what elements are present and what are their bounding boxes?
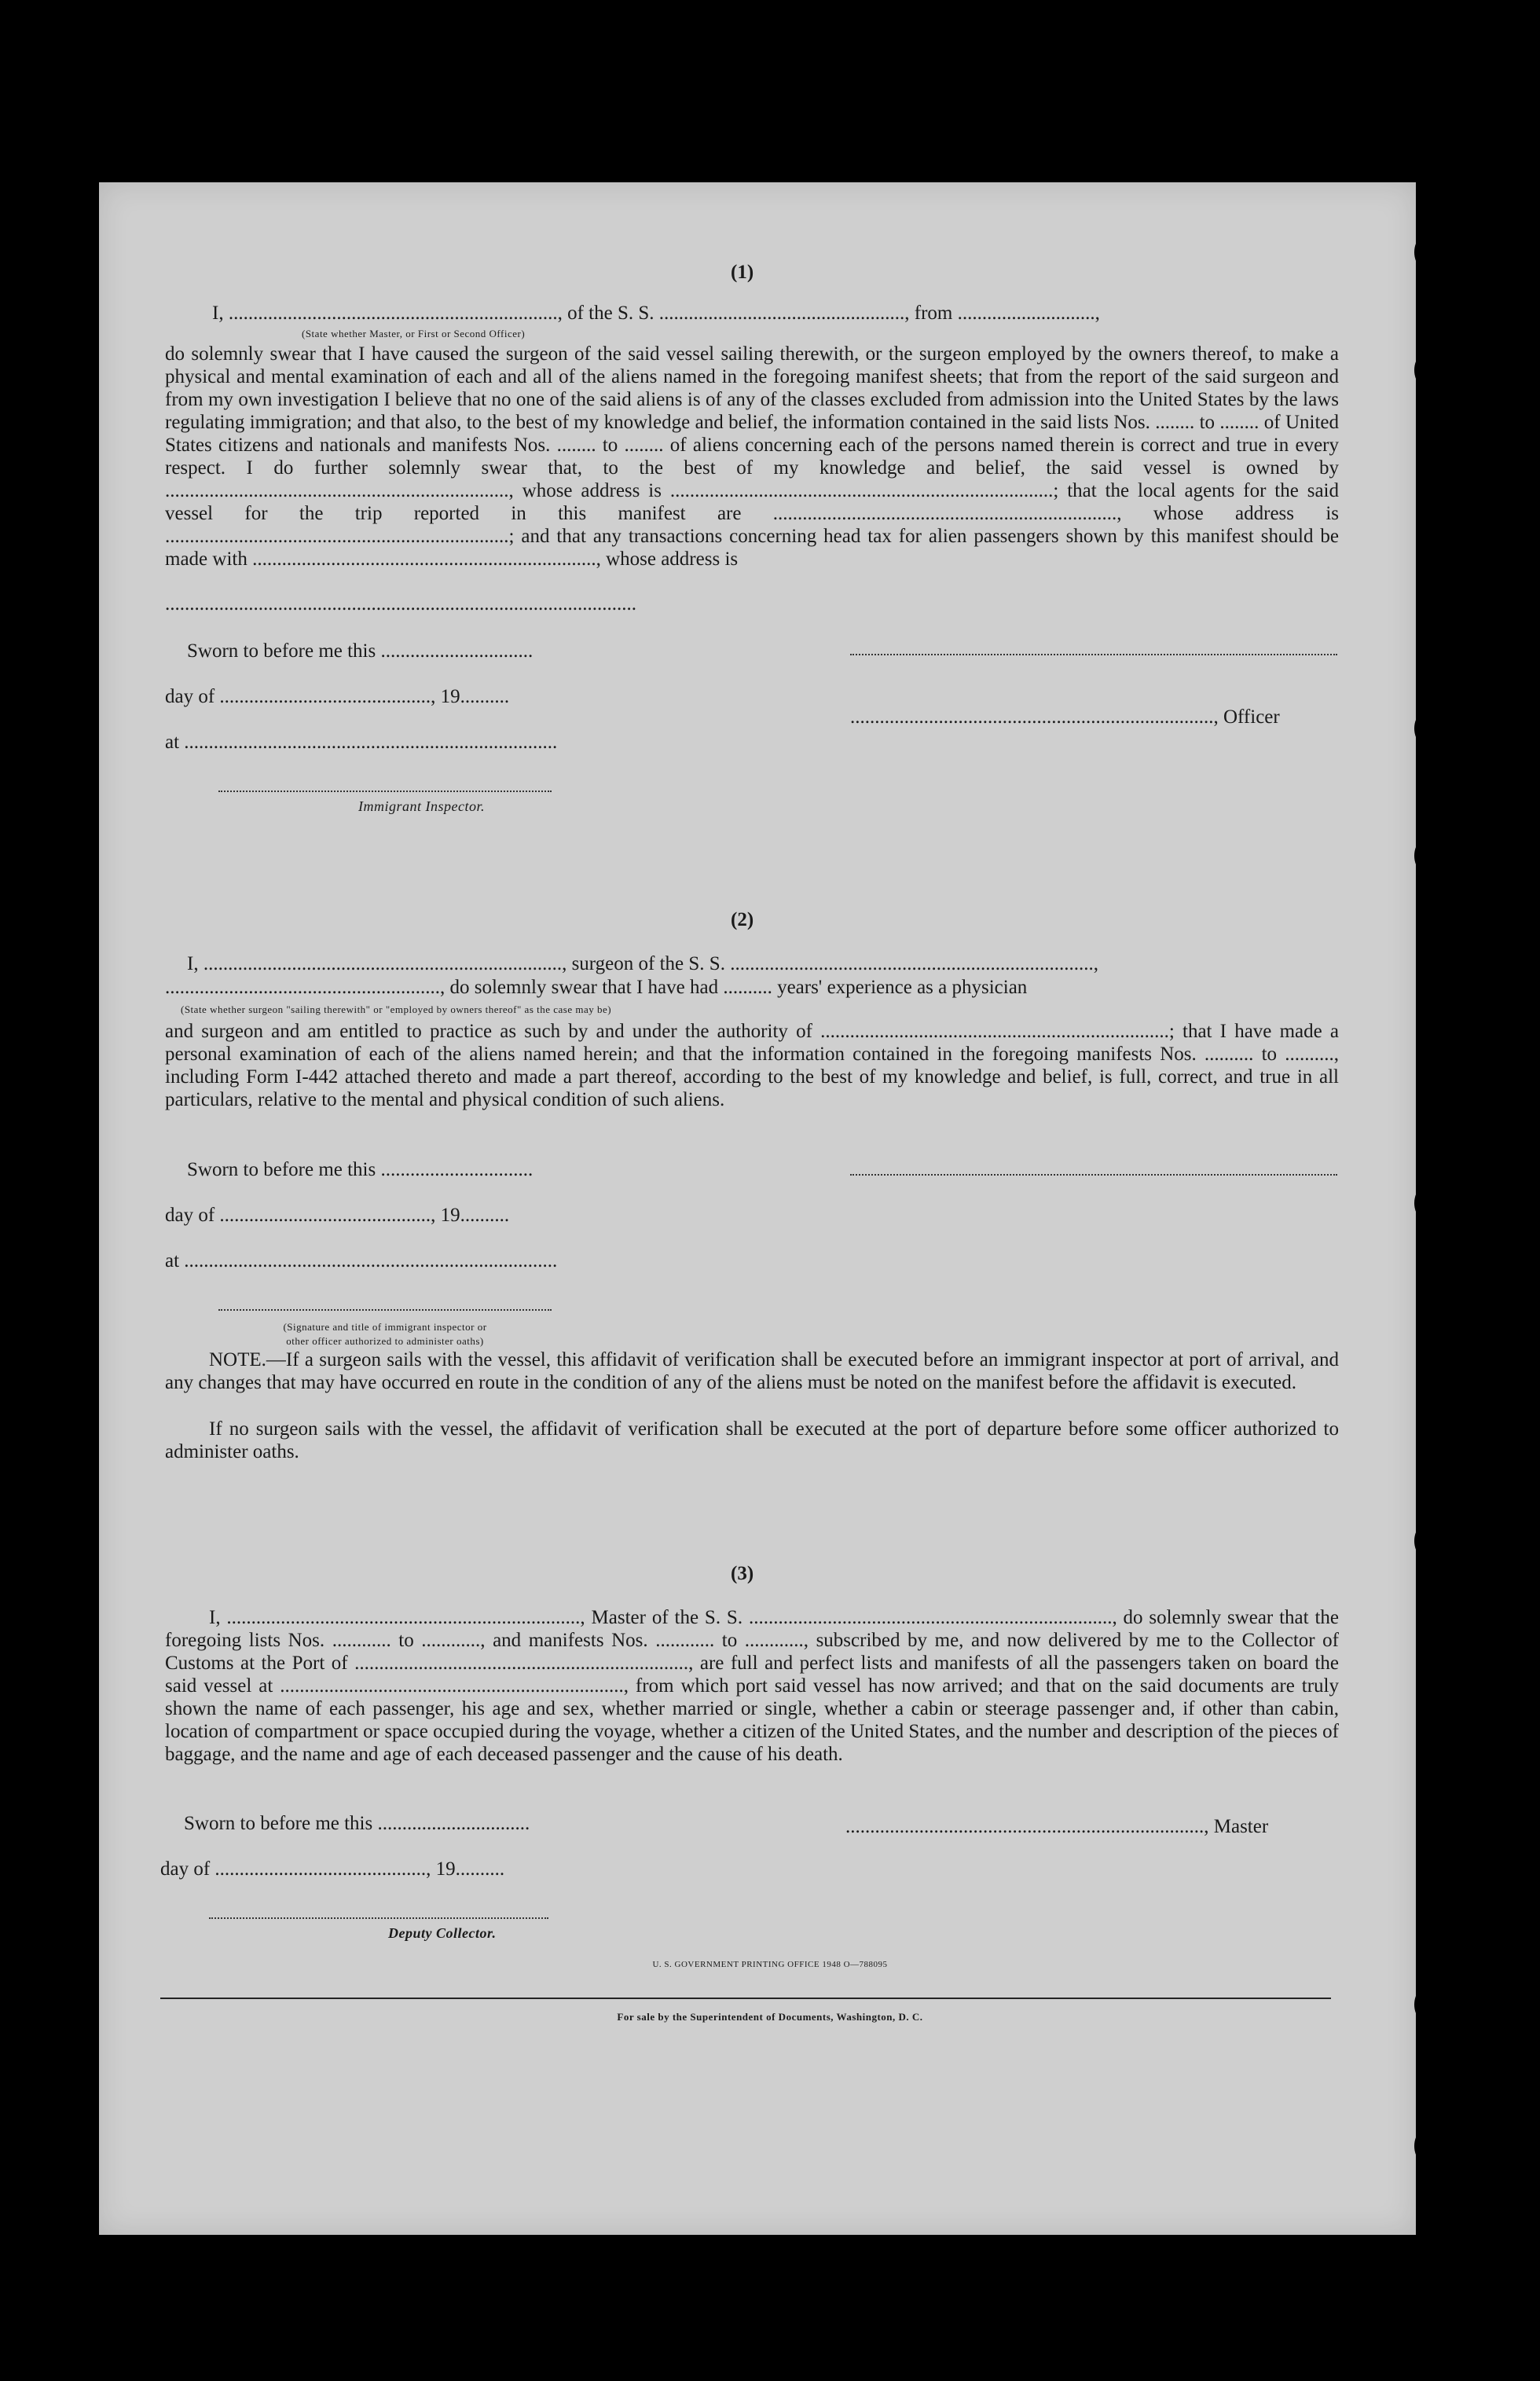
section-2-note-paragraph-2: If no surgeon sails with the vessel, the affidavit of verification shall be executed at the port of departure before some officer authorized to administer oaths.	[165, 1418, 1339, 1462]
section-1-signature-line	[850, 654, 1337, 655]
section-2-signature-line	[850, 1174, 1337, 1176]
section-2-day: day of ..........................................., 19..........	[165, 1205, 510, 1226]
punch-hole	[1443, 380, 1491, 429]
section-1-body: do solemnly swear that I have caused the surgeon of the said vessel sailing therewith, or the surgeon employed by the owners thereof, to make a physical and mental examination of each and all of the aliens named in the foregoing manifest sheets; that from the report of the said surgeon and from my own investigation I believe that no one of the said aliens is of any of the classes excluded from admission into the United States by the laws regulating immigration; and that also, to the best of my knowledge and belief, the information contained in the said lists Nos. ........ to ........ of United States citizens and nationals and manifests Nos. ........ to ........ of aliens concerning each of the persons named therein is correct and true in every respect. I do further solemnly swear that, to the best of my knowledge and belief, the said vessel is owned by ......................................................................, whose address is ..............................................................................; that the local agents for the said vessel for the trip reported in this manifest are ......................................................................, whose address is ......................................................................; and that any transactions concerning head tax for alien passengers shown by this manifest should be made with ......................................................................, whose address is	[165, 343, 1339, 570]
section-3-sworn: Sworn to before me this ...............................	[184, 1813, 530, 1834]
punch-hole	[1414, 1517, 1463, 1565]
section-3-collector-label: Deputy Collector.	[388, 1925, 497, 1941]
section-1-line1-note: (State whether Master, or First or Second Officer)	[302, 328, 526, 339]
section-2-heading: (2)	[731, 909, 754, 930]
section-2-line2: ........................................................, do solemnly swear that I have had .......... years' experience as a physician	[165, 977, 1028, 998]
section-2-line1: I, ........................................................................., surgeon of the S. S. ..........................................................................,	[187, 953, 1098, 974]
section-2-sig-note-1: (Signature and title of immigrant inspector or	[283, 1321, 487, 1333]
punch-hole	[1414, 831, 1463, 880]
punch-hole	[1414, 704, 1463, 753]
section-3-day: day of ..........................................., 19..........	[160, 1858, 505, 1880]
section-2-sig-note-2: other officer authorized to administer oaths)	[286, 1335, 484, 1347]
punch-hole	[1414, 1179, 1463, 1227]
footer-rule	[160, 1998, 1331, 1999]
punch-hole	[1414, 2122, 1463, 2170]
section-1-sworn: Sworn to before me this ...............................	[187, 640, 534, 662]
section-3-collector-line	[209, 1917, 548, 1919]
punch-hole	[1414, 228, 1463, 277]
section-1-heading: (1)	[731, 262, 754, 283]
section-1-inspector-label: Immigrant Inspector.	[358, 798, 485, 814]
printing-office-note: U. S. GOVERNMENT PRINTING OFFICE 1948 O—788095	[652, 1960, 888, 1969]
punch-hole	[1414, 1980, 1463, 2029]
section-1-at: at ............................................................................	[165, 732, 558, 753]
section-1-body-end: ................................................................................................	[165, 593, 636, 615]
section-3-master: ........................................................................., Master	[845, 1816, 1269, 1837]
section-3-body: I, ........................................................................, Master of the S. S. .........................................................................., do solemnly swear that the foregoing lists Nos. ............ to ............, and manifests Nos. ............ to ............, subscribed by me, and now delivered by me to the Collector of Customs at the Port of ...................................................................., are full and perfect lists and manifests of all the passengers taken on board the said vessel at ......................................................................, from which port said vessel has now arrived; and that on the said documents are truly shown the name of each passenger, his age and sex, whether married or single, whether a cabin or steerage passenger and, if other than cabin, location of compartment or space occupied during the voyage, whether a citizen of the United States, and the number and description of the pieces of baggage, and the name and age of each deceased passenger and the cause of his death.	[165, 1607, 1339, 1765]
section-3-heading: (3)	[731, 1563, 754, 1584]
section-2-inspector-line	[218, 1309, 552, 1311]
section-1-line1: I, ..................................................................., of the S. S. .................................................., from ............................,	[212, 303, 1100, 324]
section-2-note: (State whether surgeon "sailing therewith" or "employed by owners thereof" as the case may be)	[181, 1003, 612, 1015]
section-2-body: and surgeon and am entitled to practice as such by and under the authority of .......................................................................; that I have made a personal examination of each of the aliens named herein; and that the information contained in the foregoing manifests Nos. .......... to .........., including Form I-442 attached thereto and made a part thereof, according to the best of my knowledge and belief, is full, correct, and true in all particulars, relative to the mental and physical condition of such aliens.	[165, 1021, 1339, 1110]
section-1-day: day of ..........................................., 19..........	[165, 686, 510, 707]
section-2-at: at ............................................................................	[165, 1250, 558, 1271]
section-2-sworn: Sworn to before me this ...............................	[187, 1159, 534, 1180]
section-1-inspector-line	[218, 791, 552, 792]
section-2-note-paragraph-1: NOTE.—If a surgeon sails with the vessel, this affidavit of verification shall be executed before an immigrant inspector at port of arrival, and any changes that may have occurred en route in the condition of any of the aliens must be noted on the manifest before the affidavit is executed.	[165, 1349, 1339, 1393]
sale-note: For sale by the Superintendent of Documents, Washington, D. C.	[617, 2011, 923, 2023]
section-1-officer: .........................................................................., Officer	[850, 706, 1280, 728]
